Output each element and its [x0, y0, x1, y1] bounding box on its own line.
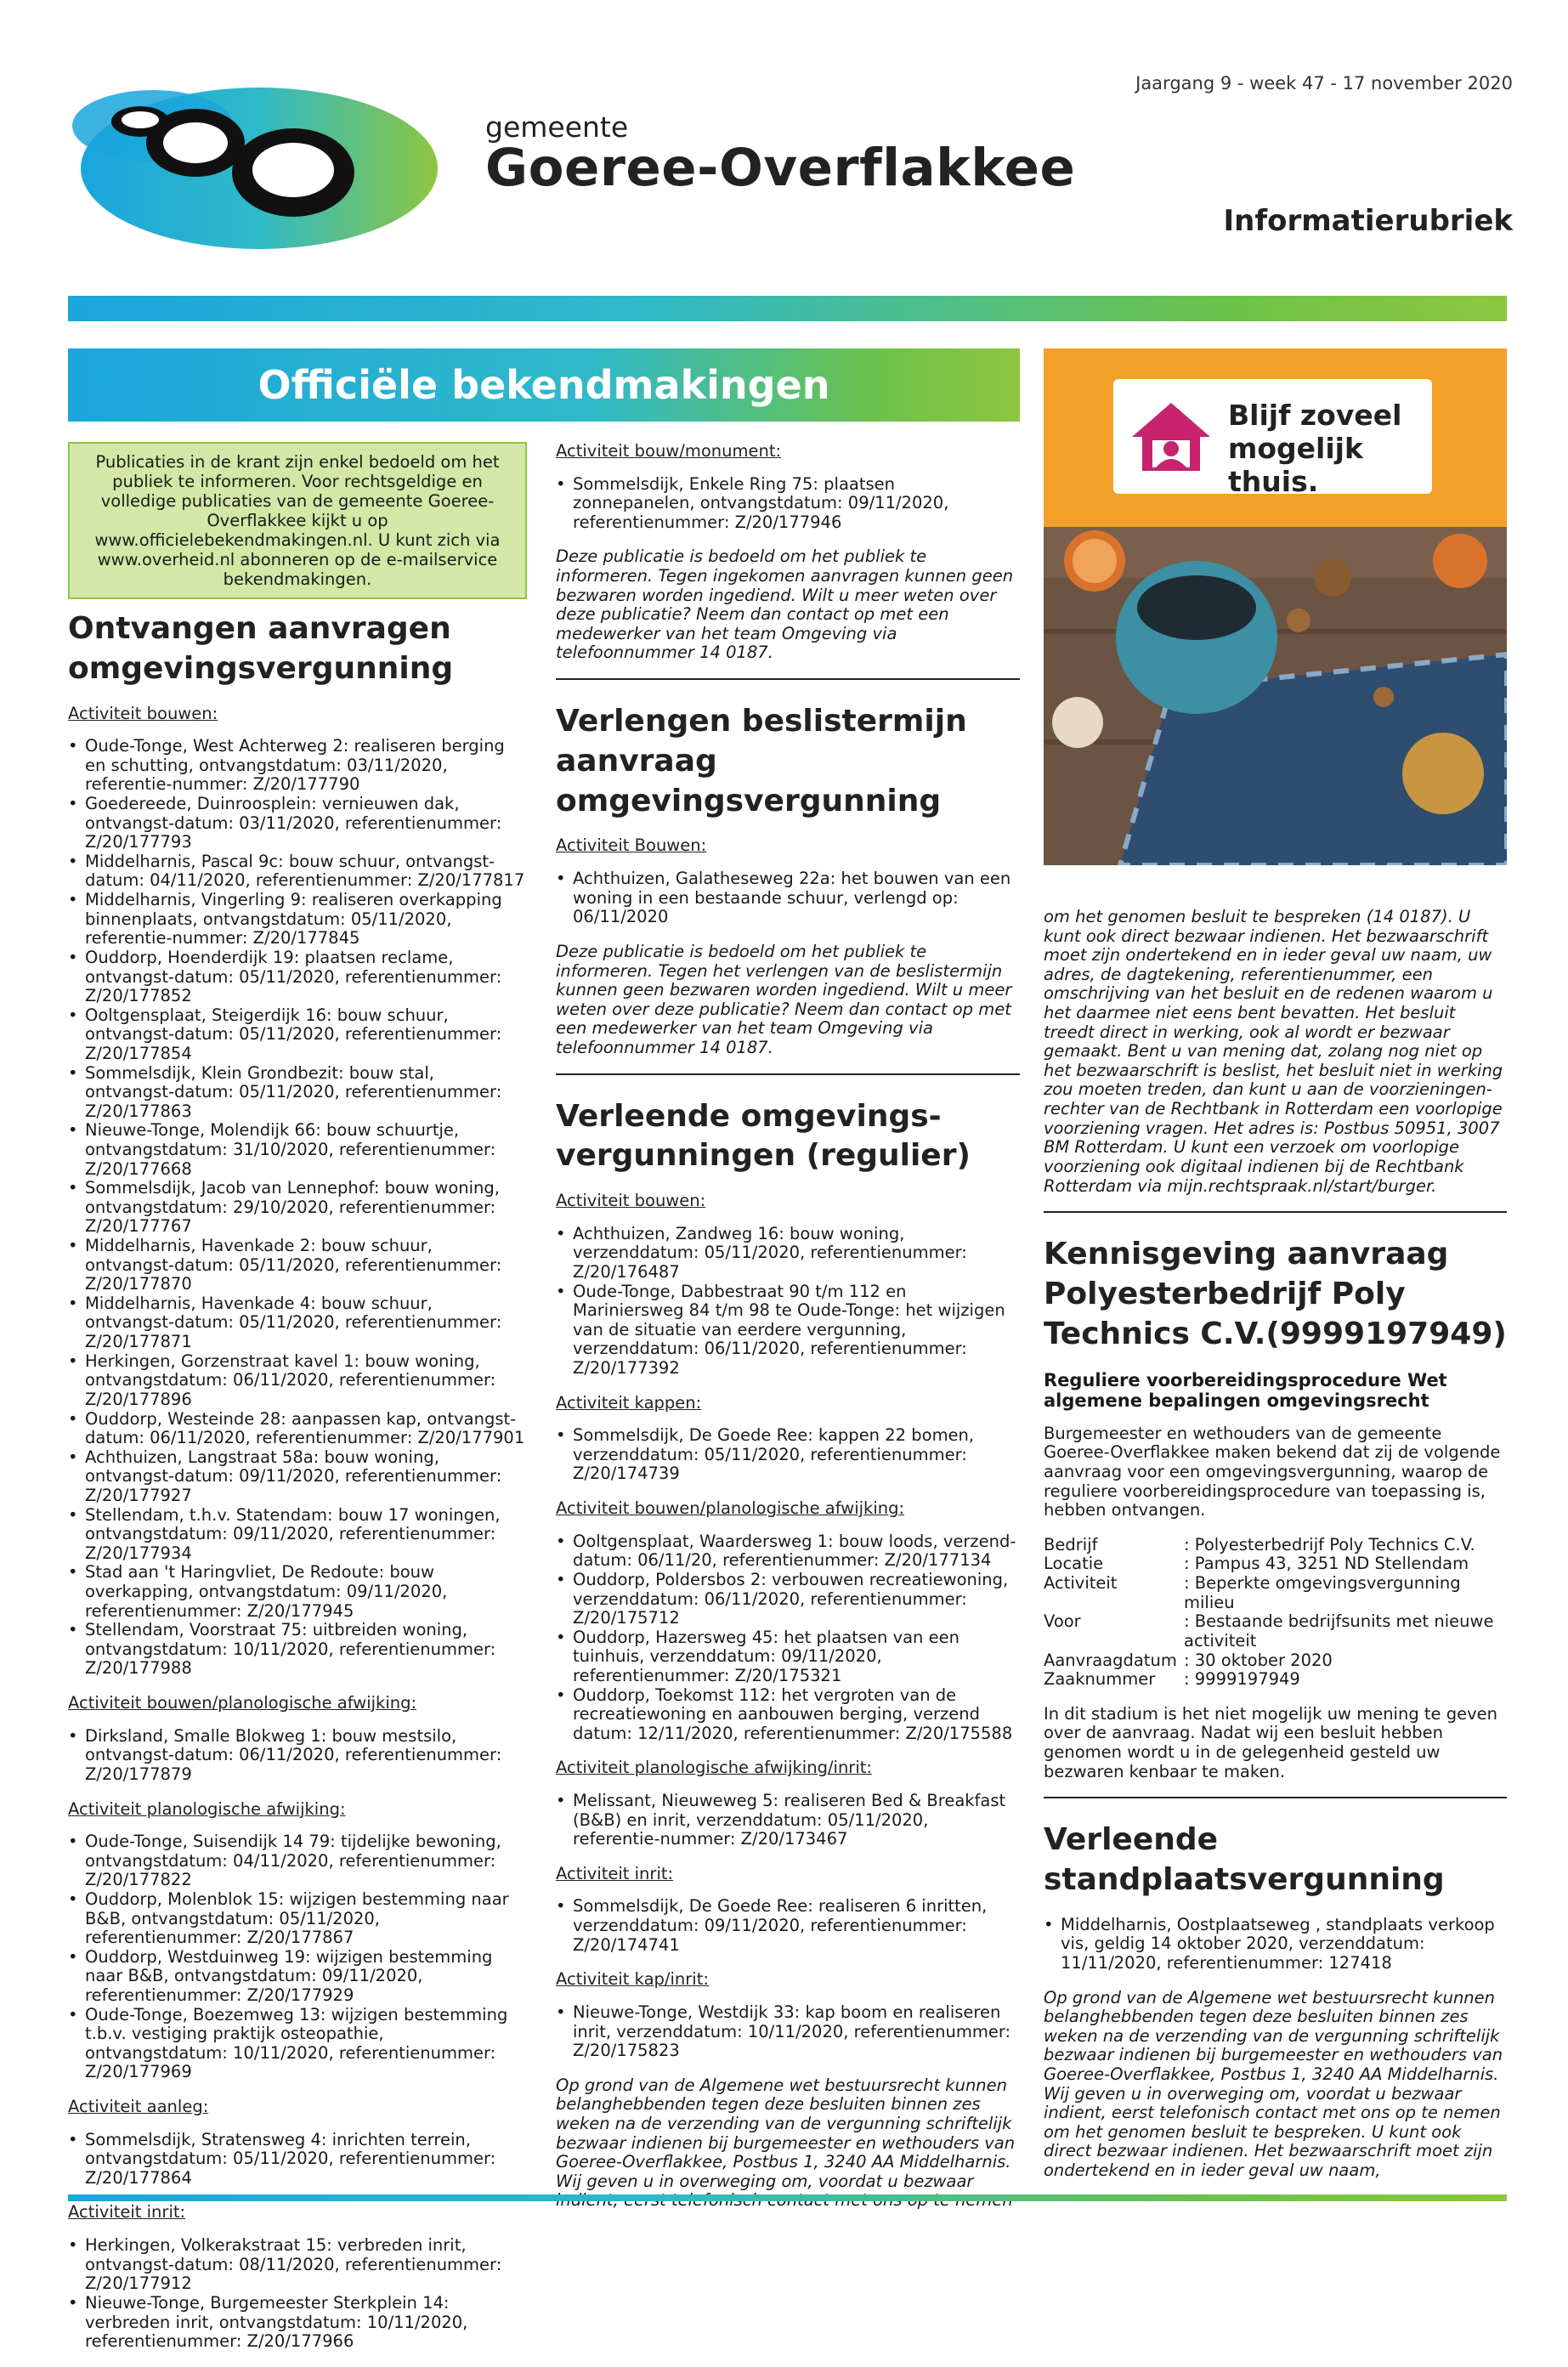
- org-name: Goeree-Overflakkee: [485, 138, 1076, 198]
- activity-list: [556, 2003, 1020, 2061]
- kennis-outro: In dit stadium is het niet mogelijk uw mening te geven over de aanvraag. Nadat wij een besluit hebben genomen wordt u in de gelegenheid gesteld uw bezwaren kenbaar te maken.: [1044, 1703, 1498, 1781]
- detail-key: Activiteit: [1044, 1573, 1118, 1594]
- kennis-intro: Burgemeester en wethouders van de gemeente Goeree-Overflakkee maken bekend dat zij de volgende aanvraag voor een omgevingsvergunning, waarop de reguliere voorbereidingsprocedure van toepassing is, hebben ontvangen.: [1044, 1423, 1501, 1520]
- stand-title: Verleende standplaatsvergunning: [1044, 1822, 1445, 1897]
- org-label: gemeente: [485, 110, 629, 144]
- activity-label: Activiteit planologische afwijking/inrit:: [556, 1758, 872, 1778]
- activity-list: [556, 1225, 1020, 1379]
- detail-key: Locatie: [1044, 1554, 1104, 1574]
- section-title: Officiële bekendmakingen: [258, 362, 830, 408]
- list-item: • Middelharnis, Oostplaatseweg , standplaats verkoop vis, geldig 14 oktober 2020, verzenddatum: 11/11/2020, referentienummer: 127418: [1044, 1916, 1507, 1973]
- list-item: • Nieuwe-Tonge, Molendijk 66: bouw schuurtje, ontvangstdatum: 31/10/2020, referentienummer: Z/20/177668: [68, 1121, 527, 1179]
- verlengen-title: Verlengen beslistermijn aanvraag omgevingsvergunning: [556, 704, 967, 818]
- activity-list: [68, 1832, 527, 2082]
- bottom-gradient-bar: [68, 2194, 1507, 2201]
- activity-list: [68, 2131, 527, 2189]
- col1-groups: [68, 705, 527, 2352]
- activity-label: Activiteit kap/inrit:: [556, 1969, 709, 1990]
- list-item: • Sommelsdijk, Jacob van Lennephof: bouw woning, ontvangstdatum: 29/10/2020, referentienummer: Z/20/177767: [68, 1179, 527, 1237]
- detail-value: : Bestaande bedrijfsunits met nieuwe activiteit: [1184, 1611, 1494, 1651]
- activity-label: Activiteit aanleg:: [68, 2097, 209, 2117]
- list-item: • Oude-Tonge, Dabbestraat 90 t/m 112 en Mariniersweg 84 t/m 98 te Oude-Tonge: het wijzigen van de situatie van eerdere vergunning, verzenddatum: 06/11/2020, referentienummer: Z/20/177392: [556, 1283, 1020, 1379]
- detail-key: Voor: [1044, 1611, 1081, 1632]
- list-item: • Ouddorp, Westduinweg 19: wijzigen bestemming naar B&B, ontvangstdatum: 09/11/2020, referentienummer: Z/20/177929: [68, 1948, 527, 2006]
- kennis-subtitle: Reguliere voorbereidingsprocedure Wet algemene bepalingen omgevingsrecht: [1044, 1369, 1447, 1411]
- activity-list: [556, 1532, 1020, 1744]
- list-item: • Ouddorp, Toekomst 112: het vergroten van de recreatiewoning en aanbouwen berging, verzend datum: 12/11/2020, referentienummer: Z/20/175588: [556, 1686, 1020, 1744]
- activity-list: [556, 1792, 1020, 1849]
- kennis-title: Kennisgeving aanvraag Polyesterbedrijf Poly Technics C.V.(9999197949): [1044, 1237, 1507, 1351]
- list-item: • Dirksland, Smalle Blokweg 1: bouw mestsilo, ontvangst-datum: 06/11/2020, referentienummer: Z/20/177879: [68, 1727, 527, 1785]
- col2-groups: [556, 1192, 1020, 2061]
- list-item: • Nieuwe-Tonge, Westdijk 33: kap boom en realiseren inrit, verzenddatum: 10/11/2020, referentienummer: Z/20/175823: [556, 2003, 1020, 2061]
- activity-list: [556, 1897, 1020, 1955]
- list-item: • Oude-Tonge, Boezemweg 13: wijzigen bestemming t.b.v. vestiging praktijk osteopathie, ontvangstdatum: 10/11/2020, referentienummer: Z/20/177969: [68, 2006, 527, 2082]
- detail-value: : 9999197949: [1184, 1669, 1300, 1690]
- list-item: • Middelharnis, Pascal 9c: bouw schuur, ontvangst-datum: 04/11/2020, referentienummer: Z/20/177817: [68, 852, 527, 891]
- home-icon: [1129, 399, 1214, 474]
- list-item: • Ooltgensplaat, Waardersweg 1: bouw loods, verzend-datum: 06/11/20, referentienummer: Z/20/177134: [556, 1532, 1020, 1571]
- list-item: • Melissant, Nieuweweg 5: realiseren Bed & Breakfast (B&B) en inrit, verzenddatum: 05/11/2020, referentie-nummer: Z/20/173467: [556, 1792, 1020, 1849]
- municipality-logo: [68, 75, 442, 255]
- col3-continued: om het genomen besluit te bespreken (14 0187). U kunt ook direct bezwaar indienen. Het bezwaarschrift moet zijn ondertekend en in ieder geval uw naam, uw adres, de dagtekening, referentienummer, een omschrijving van het besluit en de redenen waarom u het daarmee niet eens bent bevatten. Het besluit treedt direct in werking, ook al wordt er bezwaar gemaakt. Bent u van mening dat, zolang nog niet op het bezwaarschrift is beslist, het besluit niet in werking zou moeten treden, dan kunt u aan de voorzieningen-rechter van de Rechtbank in Rotterdam een voorlopige voorziening vragen. Het adres is: Postbus 50951, 3007 BM Rotterdam. U kunt een verzoek om voorlopige voorziening ook digitaal indienen bij de Rechtbank Rotterdam via mijn.rechtspraak.nl/start/burger.: [1044, 907, 1503, 1196]
- monument-label: Activiteit bouw/monument:: [556, 441, 782, 461]
- list-item: • Ouddorp, Molenblok 15: wijzigen bestemming naar B&B, ontvangstdatum: 05/11/2020, referentienummer: Z/20/177867: [68, 1890, 527, 1948]
- activity-label: Activiteit bouwen/planologische afwijking:: [556, 1498, 905, 1519]
- detail-value: : 30 oktober 2020: [1184, 1650, 1333, 1670]
- list-item: • Oude-Tonge, West Achterweg 2: realiseren berging en schutting, ontvangstdatum: 03/11/2020, referentie-nummer: Z/20/177790: [68, 737, 527, 795]
- activity-list: [68, 737, 527, 1679]
- ad-text: Blijf zoveel mogelijk thuis.: [1228, 399, 1402, 498]
- activity-label: Activiteit bouwen/planologische afwijking:: [68, 1693, 417, 1713]
- list-item: • Ouddorp, Hoenderdijk 19: plaatsen reclame, ontvangst-datum: 05/11/2020, referentienummer: Z/20/177852: [68, 948, 527, 1006]
- list-item: • Herkingen, Gorzenstraat kavel 1: bouw woning, ontvangstdatum: 06/11/2020, referentienummer: Z/20/177896: [68, 1352, 527, 1410]
- list-item: • Sommelsdijk, Enkele Ring 75: plaatsen zonnepanelen, ontvangstdatum: 09/11/2020, referentienummer: Z/20/177946: [556, 475, 1020, 533]
- verleende-title: Verleende omgevings-vergunningen (regulier): [556, 1098, 971, 1174]
- activity-label: Activiteit inrit:: [556, 1863, 674, 1883]
- divider: [556, 678, 1020, 680]
- activity-list: [556, 1426, 1020, 1484]
- list-item: • Sommelsdijk, De Goede Ree: realiseren 6 inritten, verzenddatum: 09/11/2020, referentienummer: Z/20/174741: [556, 1897, 1020, 1955]
- activity-label: Activiteit planologische afwijking:: [68, 1798, 346, 1819]
- detail-key: Bedrijf: [1044, 1534, 1098, 1554]
- rubriek-title: Informatierubriek: [1223, 204, 1513, 238]
- divider: [1044, 1211, 1507, 1213]
- activity-list: [68, 2236, 527, 2352]
- list-item: • Oude-Tonge, Suisendijk 14 79: tijdelijke bewoning, ontvangstdatum: 04/11/2020, referentienummer: Z/20/177822: [68, 1832, 527, 1890]
- detail-key: Aanvraagdatum: [1044, 1650, 1177, 1670]
- detail-value: : Polyesterbedrijf Poly Technics C.V.: [1184, 1534, 1475, 1554]
- list-item: • Middelharnis, Vingerling 9: realiseren overkapping binnenplaats, ontvangstdatum: 05/11/2020, referentie-nummer: Z/20/177845: [68, 891, 527, 948]
- activity-label: Activiteit bouwen:: [556, 1191, 706, 1211]
- publication-notice: Publicaties in de krant zijn enkel bedoeld om het publiek te informeren. Voor rechtsgeldige en volledige publicaties van de gemeente Goeree-Overflakkee kijkt u op www.officielebekendmakingen.nl. U kunt zich via www.overheid.nl abonneren op de e-mailservice bekendmakingen.: [68, 442, 527, 599]
- divider: [556, 1073, 1020, 1075]
- list-item: • Stellendam, Voorstraat 75: uitbreiden woning, ontvangstdatum: 10/11/2020, referentienummer: Z/20/177988: [68, 1621, 527, 1679]
- ad-photo: [1044, 527, 1507, 865]
- list-item: • Achthuizen, Zandweg 16: bouw woning, verzenddatum: 05/11/2020, referentienummer: Z/20/176487: [556, 1225, 1020, 1283]
- detail-value: : Pampus 43, 3251 ND Stellendam: [1184, 1554, 1469, 1574]
- list-item: • Middelharnis, Havenkade 2: bouw schuur, ontvangst-datum: 05/11/2020, referentienummer: Z/20/177870: [68, 1237, 527, 1294]
- list-item: • Stad aan 't Haringvliet, De Redoute: bouw overkapping, ontvangstdatum: 09/11/2020, referentienummer: Z/20/177945: [68, 1563, 527, 1621]
- col1-title: Ontvangen aanvragen omgevingsvergunning: [68, 611, 454, 686]
- activity-list: [68, 1727, 527, 1785]
- activity-label: Activiteit bouwen:: [68, 703, 218, 723]
- list-item: • Sommelsdijk, Klein Grondbezit: bouw stal, ontvangst-datum: 05/11/2020, referentienummer: Z/20/177863: [68, 1064, 527, 1122]
- col2-closing: Op grond van de Algemene wet bestuursrecht kunnen belanghebbenden tegen deze besluiten binnen zes weken na de verzending van de vergunning schriftelijk bezwaar indienen bij burgemeester en wethouders van Goeree-Overflakkee, Postbus 1, 3240 AA Middelharnis. Wij geven u in overweging om, voordat u bezwaar: [556, 2075, 1016, 2191]
- activity-label: Activiteit inrit:: [68, 2202, 186, 2223]
- disclaimer-1: Deze publicatie is bedoeld om het publiek te informeren. Tegen ingekomen aanvragen kunnen geen bezwaren worden ingediend. Wilt u meer weten over deze publicatie? Neem dan contact op met een medewerker van het team Omgeving via telefoonnummer 14 0187.: [556, 546, 1014, 663]
- list-item: • Achthuizen, Galatheseweg 22a: het bouwen van een woning in een bestaande schuur, verlengd op: 06/11/2020: [556, 869, 1020, 927]
- verlengen-label: Activiteit Bouwen:: [556, 835, 707, 856]
- list-item: • Stellendam, t.h.v. Statendam: bouw 17 woningen, ontvangstdatum: 09/11/2020, referentienummer: Z/20/177934: [68, 1506, 527, 1564]
- list-item: • Sommelsdijk, De Goede Ree: kappen 22 bomen, verzenddatum: 05/11/2020, referentienummer: Z/20/174739: [556, 1426, 1020, 1484]
- list-item: • Achthuizen, Langstraat 58a: bouw woning, ontvangst-datum: 09/11/2020, referentienummer: Z/20/177927: [68, 1448, 527, 1506]
- list-item: • Herkingen, Volkerakstraat 15: verbreden inrit, ontvangst-datum: 08/11/2020, referentienummer: Z/20/177912: [68, 2236, 527, 2294]
- list-item: • Ooltgensplaat, Steigerdijk 16: bouw schuur, ontvangst-datum: 05/11/2020, referentienummer: Z/20/177854: [68, 1006, 527, 1064]
- list-item: • Ouddorp, Westeinde 28: aanpassen kap, ontvangst-datum: 06/11/2020, referentienummer: Z/20/177901: [68, 1410, 527, 1448]
- list-item: • Nieuwe-Tonge, Burgemeester Sterkplein 14: verbreden inrit, ontvangstdatum: 10/11/2020, referentienummer: Z/20/177966: [68, 2294, 527, 2352]
- column-3: [1044, 908, 1507, 2196]
- detail-key: Zaaknummer: [1044, 1669, 1156, 1690]
- disclaimer-2: Deze publicatie is bedoeld om het publiek te informeren. Tegen het verlengen van de beslistermijn kunnen geen bezwaren worden ingediend. Wilt u meer weten over deze publicatie? Neem dan contact op met een medewerker van het team Omgeving via telefoonnummer 14 0187.: [556, 941, 1012, 1057]
- column-2: [556, 442, 1020, 2226]
- issue-info: Jaargang 9 - week 47 - 17 november 2020: [1135, 73, 1513, 93]
- list-item: • Goedereede, Duinroosplein: vernieuwen dak, ontvangst-datum: 03/11/2020, referentienummer: Z/20/177793: [68, 795, 527, 852]
- list-item: • Ouddorp, Poldersbos 2: verbouwen recreatiewoning, verzenddatum: 06/11/2020, referentienummer: Z/20/175712: [556, 1571, 1020, 1628]
- top-gradient-bar: [68, 296, 1507, 321]
- activity-label: Activiteit kappen:: [556, 1392, 702, 1413]
- column-1: [68, 442, 527, 2367]
- list-item: • Sommelsdijk, Stratensweg 4: inrichten terrein, ontvangstdatum: 05/11/2020, referentienummer: Z/20/177864: [68, 2131, 527, 2189]
- detail-value: : Beperkte omgevingsvergunning milieu: [1184, 1573, 1461, 1612]
- details-table: [1044, 1536, 1507, 1690]
- section-banner: [68, 348, 1020, 422]
- list-item: • Ouddorp, Hazersweg 45: het plaatsen van een tuinhuis, verzenddatum: 09/11/2020, referentienummer: Z/20/175321: [556, 1628, 1020, 1686]
- divider: [1044, 1797, 1507, 1798]
- list-item: • Middelharnis, Havenkade 4: bouw schuur, ontvangst-datum: 05/11/2020, referentienummer: Z/20/177871: [68, 1294, 527, 1352]
- stand-closing: Op grond van de Algemene wet bestuursrecht kunnen belanghebbenden tegen deze besluiten binnen zes weken na de verzending van de vergunning schriftelijk bezwaar indienen bij burgemeester en wethouders van Goeree-Overflakkee, Postbus 1, 3240 AA Middelharnis. Wij geven u in overweging om, voordat u bezwaar indient, eerst telefonisch contact met ons op te nemen om het genomen besluit te bespreken. U kunt ook direct bezwaar indienen. Het bezwaarschrift moet zijn ondertekend en in ieder geval uw naam,: [1044, 1987, 1503, 2181]
